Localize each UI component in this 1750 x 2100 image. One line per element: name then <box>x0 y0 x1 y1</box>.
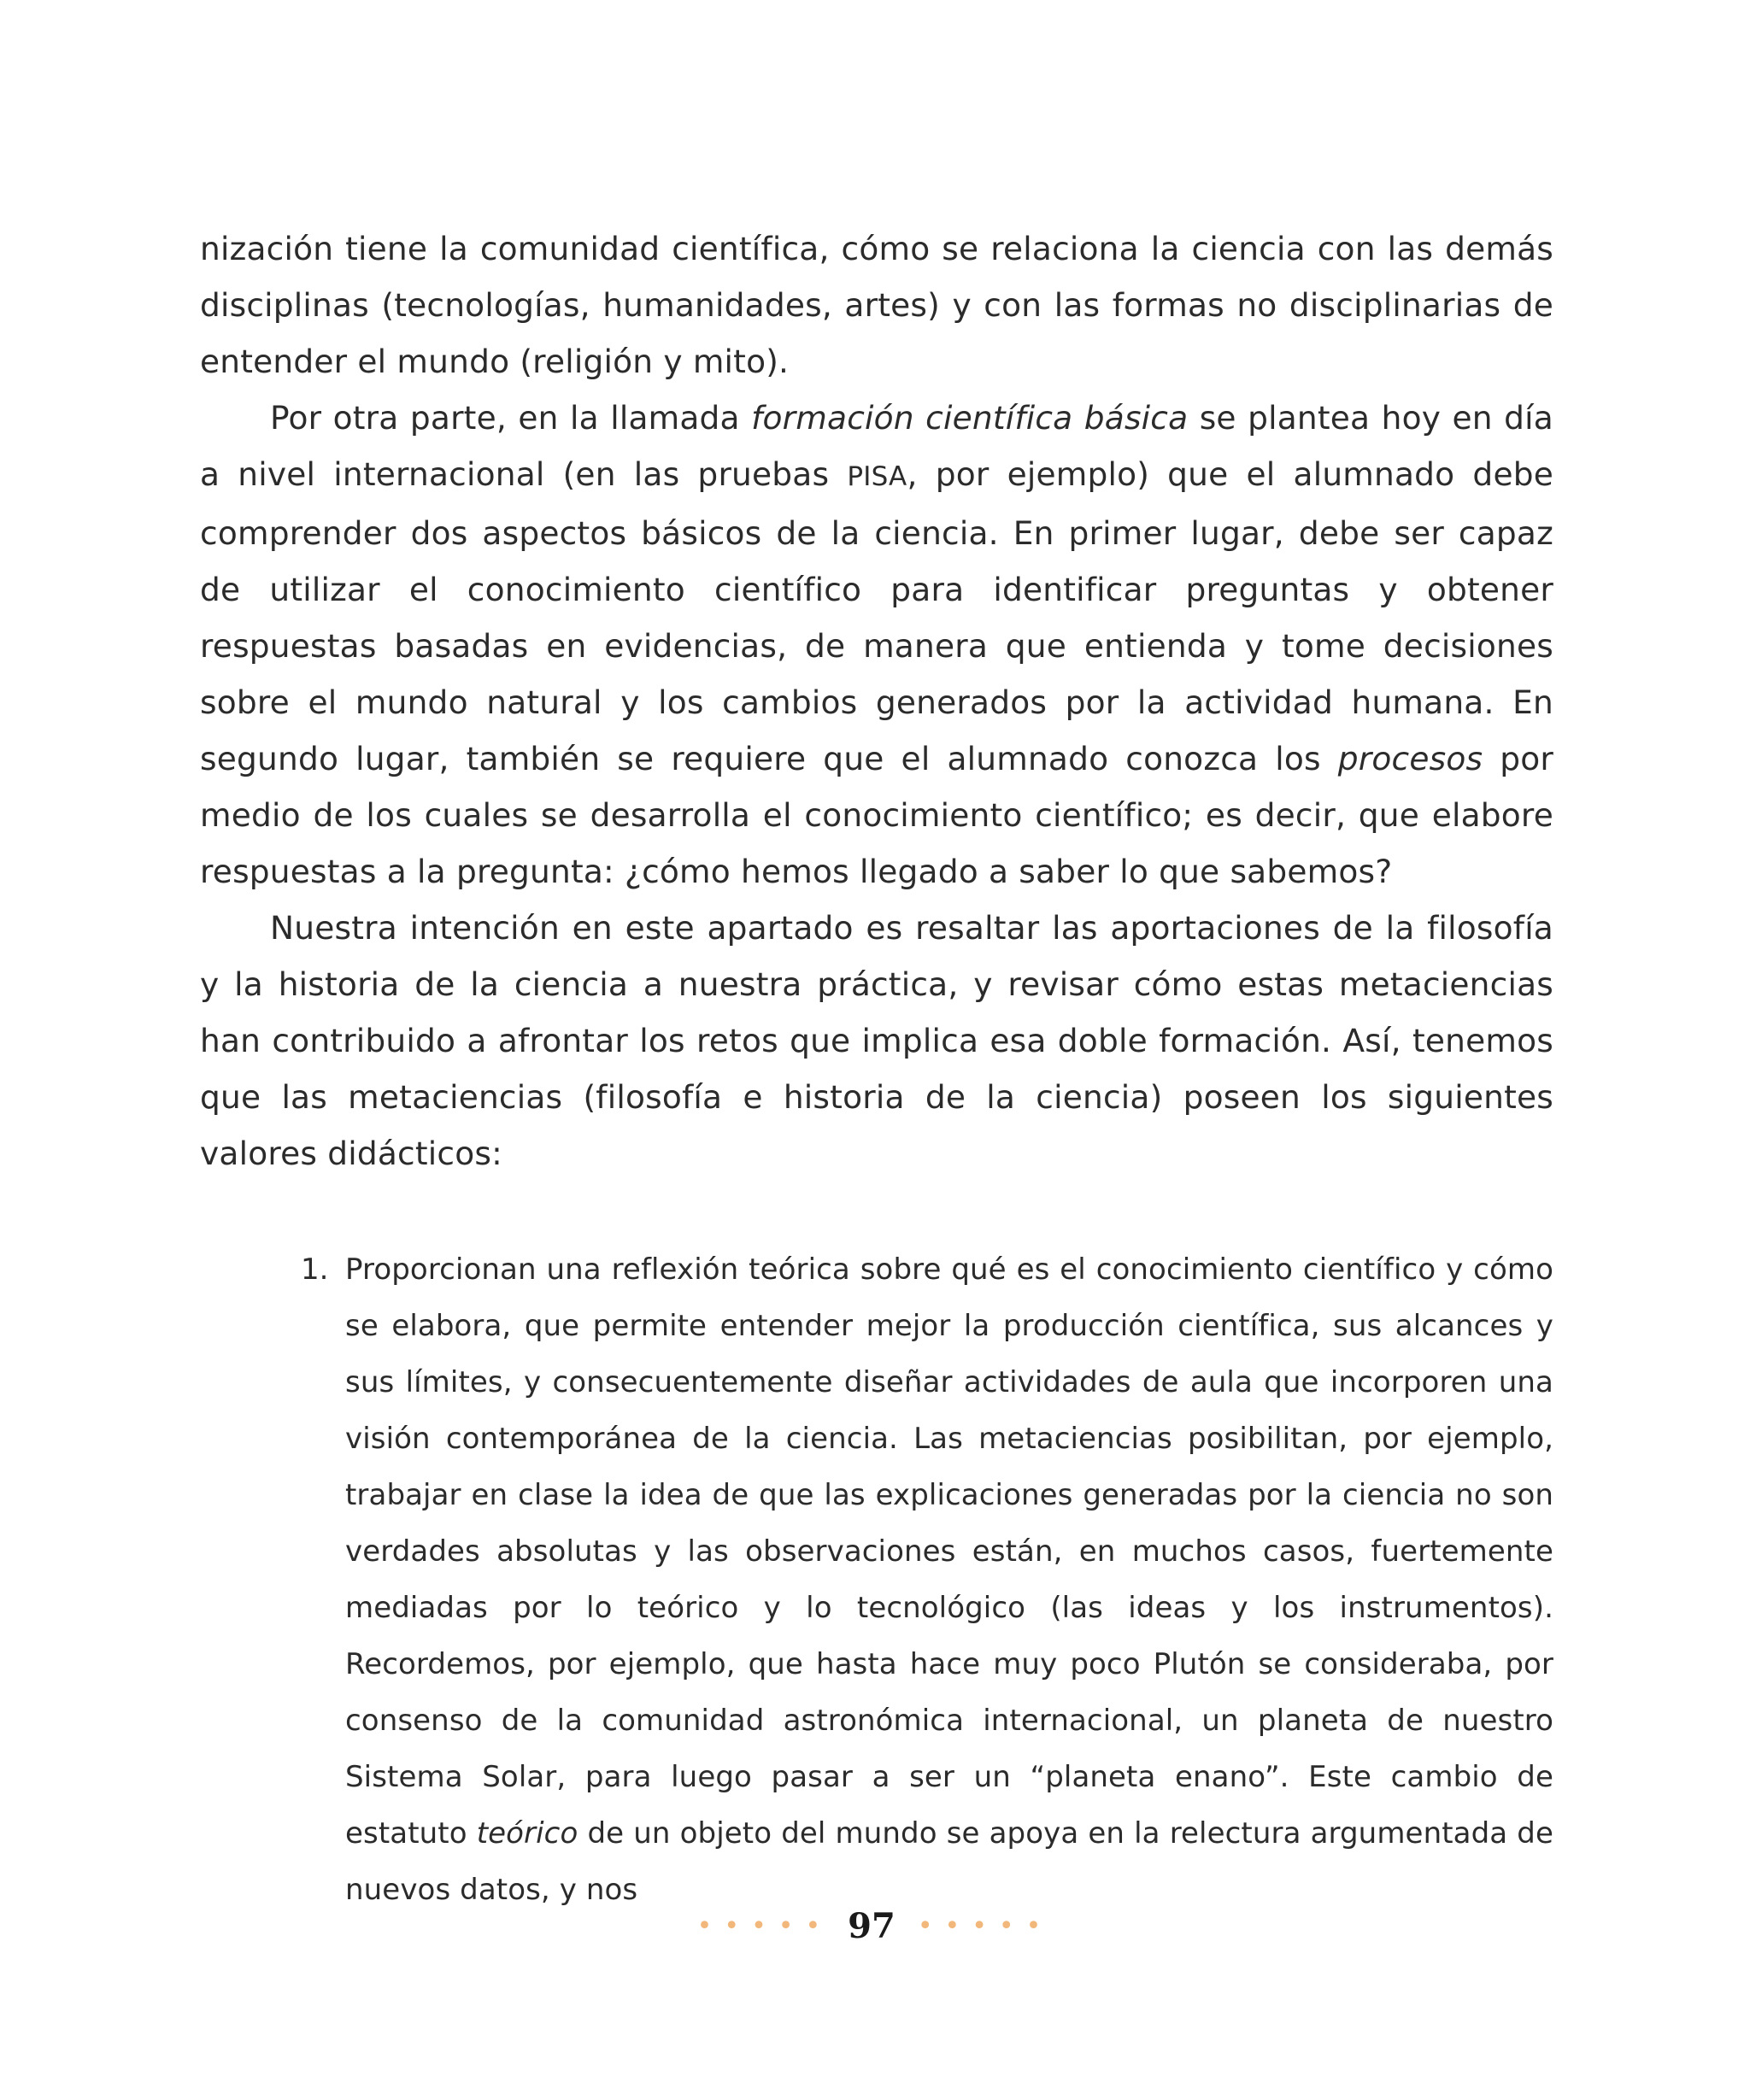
paragraph-2-italic-term-2: procesos <box>1337 740 1483 777</box>
paragraph-2-text-a: Por otra parte, en la llamada <box>270 399 752 437</box>
paragraph-2-text-b: se plantea hoy en día a nivel internacional (en las pruebas <box>200 399 1553 493</box>
paragraph-1 <box>200 220 1553 390</box>
paragraph-2-text-c: , por ejemplo) que el alumnado debe comprender dos aspectos básicos de la ciencia. En primer lugar, debe ser capaz de utilizar el conocimiento científico para identificar preguntas y obtener respuestas basadas en evidencias, de manera que entienda y tome decisiones sobre el mundo natural y los cambios generados por la actividad humana. En segundo lugar, también se requiere que el alumnado conozca los <box>200 455 1553 777</box>
paragraph-3 <box>200 900 1553 1182</box>
decorative-dots-right: ••••• <box>917 1910 1054 1941</box>
pisa-acronym: PISA <box>847 461 907 492</box>
list-item-text-b: de un objeto del mundo se apoya en la relectura argumentada de nuevos datos, y nos <box>345 1816 1553 1907</box>
list-item-text-a: Proporcionan una reflexión teórica sobre qué es el conocimiento científico y cómo se elabora, que permite entender mejor la producción científica, sus alcances y sus límites, y consecuentemente diseñar actividades de aula que incorporen una visión contemporánea de la ciencia. Las metaciencias posibilitan, por ejemplo, trabajar en clase la idea de que las explicaciones generadas por la ciencia no son verdades absolutas y las observaciones están, en muchos casos, fuertemente mediadas por lo teórico y lo tecnológico (las ideas y los instrumentos). Recordemos, por ejemplo, que hasta hace muy poco Plutón se consideraba, por consenso de la comunidad astronómica internacional, un planeta de nuestro Sistema Solar, para luego pasar a ser un “planeta enano”. Este cambio de estatuto <box>345 1252 1553 1851</box>
page-footer <box>0 1900 1750 1951</box>
paragraph-2-text-d: por medio de los cuales se desarrolla el conocimiento científico; es decir, que elabore respuestas a la pregunta: ¿cómo hemos llegado a saber lo que sabemos? <box>200 740 1553 890</box>
list-item <box>200 1241 1553 1918</box>
paragraph-2-italic-term: formación científica básica <box>751 399 1189 437</box>
page-number: 97 <box>848 1905 896 1946</box>
values-list <box>200 1241 1553 1918</box>
paragraph-1-text: nización tiene la comunidad científica, cómo se relaciona la ciencia con las demás disciplinas (tecnologías, humanidades, artes) y con las formas no disciplinarias de entender el mundo (religión y mito). <box>200 230 1553 380</box>
paragraph-3-text: Nuestra intención en este apartado es resaltar las aportaciones de la filosofía y la historia de la ciencia a nuestra práctica, y revisar cómo estas metaciencias han contribuido a afrontar los retos que implica esa doble formación. Así, tenemos que las metaciencias (filosofía e historia de la ciencia) poseen los siguientes valores didácticos: <box>200 909 1553 1172</box>
paragraph-2 <box>200 390 1553 900</box>
decorative-dots-left: ••••• <box>696 1910 833 1941</box>
list-item-italic-term: teórico <box>476 1816 578 1851</box>
list-item-number: 1. <box>301 1252 329 1287</box>
page-body <box>200 220 1553 1918</box>
list-item-text <box>345 1241 1553 1918</box>
